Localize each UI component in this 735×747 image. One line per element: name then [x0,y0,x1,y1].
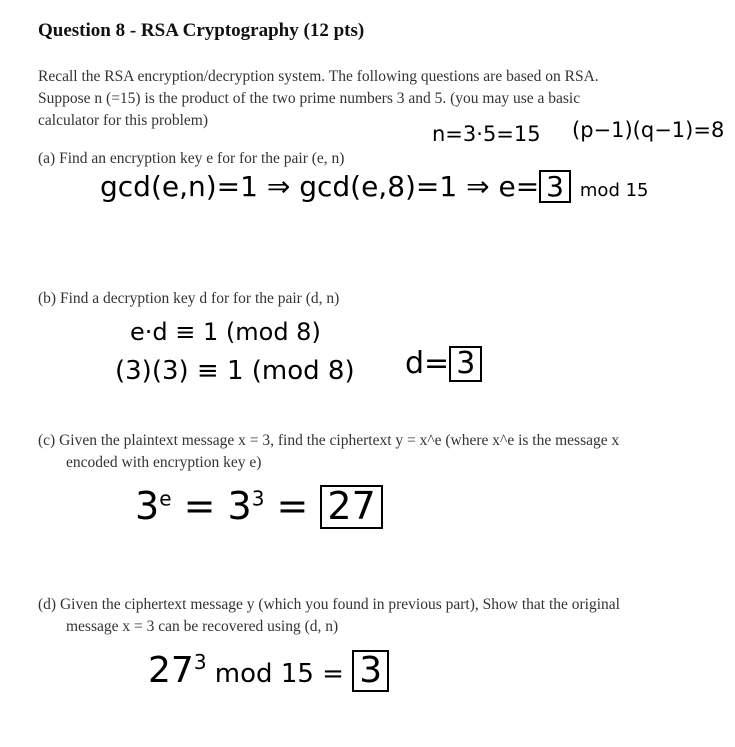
answer-c-eq2: = [264,484,321,528]
answer-c-eq: = [171,484,228,528]
question-c-line-2: encoded with encryption key e) [66,454,262,471]
answer-b [405,346,482,382]
answer-d-mod: mod 15 = [206,659,353,689]
answer-d-boxed: 3 [352,650,389,692]
intro-line-1: Recall the RSA encryption/decryption system. The following questions are based on RSA. [38,68,599,85]
answer-a [100,170,649,203]
answer-c-exp2: 3 [251,486,265,511]
answer-a-suffix: mod 15 [579,180,649,201]
intro-line-3: calculator for this problem) [38,112,209,129]
answer-d-exp: 3 [193,650,207,674]
answer-b-d: d= [405,346,450,381]
answer-b-boxed: 3 [449,346,482,382]
intro-line-2: Suppose n (=15) is the product of the two prime numbers 3 and 5. (you may use a basic [38,90,581,107]
question-d-line-2: message x = 3 can be recovered using (d, n) [66,618,339,635]
question-c-line-1: (c) Given the plaintext message x = 3, find the ciphertext y = x^e (where x^e is the message x [38,432,620,449]
question-c [38,430,698,474]
answer-a-work: gcd(e,n)=1 ⇒ gcd(e,8)=1 ⇒ e= [100,170,540,203]
handwritten-phi-calc: (p−1)(q−1)=8 [572,118,725,142]
answer-d-base: 27 [148,650,194,691]
answer-d [148,650,389,692]
question-b: (b) Find a decryption key d for for the pair (d, n) [38,290,340,307]
answer-c-base2: 3 [227,484,252,528]
answer-c-boxed: 27 [320,485,382,529]
question-a: (a) Find an encryption key e for for the pair (e, n) [38,150,345,167]
question-d [38,594,698,638]
answer-b-line-2: (3)(3) ≡ 1 (mod 8) [115,356,355,386]
answer-a-boxed: 3 [539,170,571,203]
answer-c [135,484,383,529]
question-d-line-1: (d) Given the ciphertext message y (which you found in previous part), Show that the original [38,596,620,613]
answer-b-line-1: e·d ≡ 1 (mod 8) [130,318,321,346]
page-title: Question 8 - RSA Cryptography (12 pts) [38,20,365,41]
handwritten-n-calc: n=3·5=15 [432,122,541,146]
answer-c-base: 3 [135,484,160,528]
answer-c-exp: e [159,486,172,511]
